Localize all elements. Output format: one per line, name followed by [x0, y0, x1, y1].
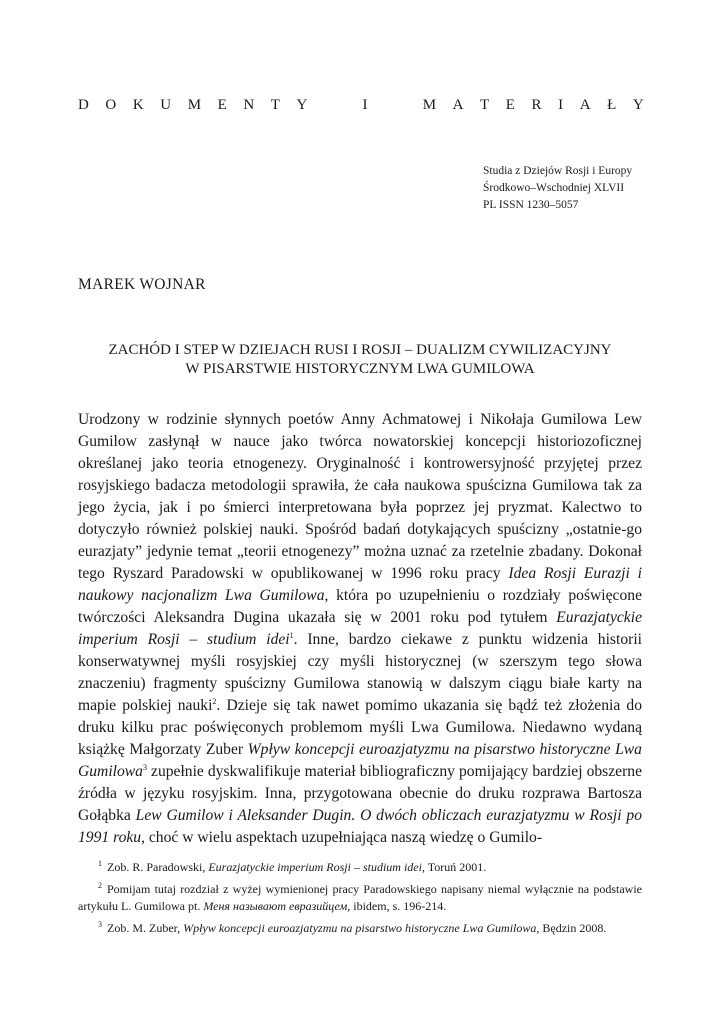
body-text-2: , która po uzupełnieniu o rozdziały poświęcone twórczości Aleksandra Dugina ukazała się w 2001 roku pod tytułem [78, 587, 642, 626]
footnote-1 [78, 855, 642, 876]
journal-volume: Środkowo–Wschodniej XLVII [483, 182, 625, 194]
footnote-text: Pomijam tutaj rozdział z wyżej wymienionej pracy Paradowskiego napisany niemal wyłącznie na podstawie artykułu L. Gumilowa pt. [78, 882, 642, 913]
section-header-letter: U [160, 97, 172, 113]
section-header-letter: Y [632, 97, 644, 113]
footnote-italic: Меня называют евразийцем [203, 899, 348, 913]
section-header [78, 97, 644, 114]
author-name: MAREK WOJNAR [78, 276, 206, 293]
article-title [78, 341, 642, 379]
section-header-letter: M [422, 97, 437, 113]
article-title-line-1: ZACHÓD I STEP W DZIEJACH RUSI I ROSJI – DUALIZM CYWILIZACYJNY [108, 342, 612, 358]
section-header-letter: O [105, 97, 117, 113]
footnote-text-end: , Będzin 2008. [536, 921, 607, 935]
section-header-letter: E [217, 97, 227, 113]
journal-issn: PL ISSN 1230–5057 [483, 199, 579, 211]
journal-title: Studia z Dziejów Rosji i Europy [483, 165, 633, 177]
section-header-letter: N [243, 97, 255, 113]
footnote-2 [78, 877, 642, 915]
body-italic-2: Eurazjatyckie imperium Rosji – studium idei [78, 609, 642, 648]
article-title-line-2: W PISARSTWIE HISTORYCZNYM LWA GUMILOWA [185, 361, 535, 377]
footnote-text-end: , Toruń 2001. [421, 860, 487, 874]
footnotes [78, 855, 642, 938]
body-italic-4: Lew Gumilow i Aleksander Dugin. O dwóch obliczach eurazjatyzmu w Rosji po 1991 roku [78, 807, 643, 846]
section-header-letter: A [452, 97, 464, 113]
footnote-italic: Wpływ koncepcji euroazjatyzmu na pisarstwo historyczne Lwa Gumilowa [183, 921, 537, 935]
footnote-ref-3: 3 [142, 762, 147, 772]
section-header-word-gap [384, 97, 406, 114]
footnote-ref-1: 1 [289, 630, 294, 640]
body-text-3: . Inne, bardzo ciekawe z punktu widzenia historii konserwatywnej myśli rosyjskiej czy myśli historycznej (w szerszym tego słowa znaczeniu) fragmenty spuścizny Gumilowa stanowią w dalszym ciągu białe karty na mapie polskiej nauki [78, 631, 642, 714]
section-header-letter: M [187, 97, 202, 113]
body-italic-3: Wpływ koncepcji euroazjatyzmu na pisarstwo historyczne Lwa Gumilowa [78, 741, 642, 780]
journal-info [483, 163, 632, 214]
body-text-6: , choć w wielu aspektach uzupełniająca naszą wiedzę o Gumilo- [141, 829, 543, 846]
body-italic-1: Idea Rosji Eurazji i naukowy nacjonalizm Lwa Gumilowa [78, 565, 642, 604]
footnote-text-end: , ibidem, s. 196-214. [347, 899, 447, 913]
section-header-letter: T [480, 97, 490, 113]
footnote-text: Zob. R. Paradowski, [107, 860, 209, 874]
footnote-text: Zob. M. Zuber, [107, 921, 184, 935]
section-header-letter: Ł [607, 97, 617, 113]
footnote-number: 3 [98, 920, 102, 929]
section-header-letter: I [362, 97, 368, 113]
section-header-letter: A [579, 97, 591, 113]
body-paragraph [78, 409, 642, 849]
section-header-letter: I [558, 97, 564, 113]
body-text-1: Urodzony w rodzinie słynnych poetów Anny Achmatowej i Nikołaja Gumilowa Lew Gumilow zasłynął w nauce jako twórca nowatorskiej koncepcji historiozoficznej określanej jako teoria etnogenezy. Oryginalność i kontrowersyjność przyjętej przez rosyjskiego badacza metodologii sprawiła, że cała naukowa spuścizna Gumilowa tak za jego życia, jak i po śmierci interpretowana była poprzez jej pryzmat. Kalectwo to dotyczyło również polskiej nauki. Spośród badań dotykających spuścizny „ostatnie-go eurazjaty” jedynie temat „teorii etnogenezy” można uznać za rzetelnie zbadany. Dokonał tego Ryszard Paradowski w opublikowanej w 1996 roku pracy [78, 411, 642, 582]
section-header-letter: D [78, 97, 89, 113]
footnote-ref-2: 2 [212, 696, 217, 706]
body-text-4: . Dzieje się tak nawet pomimo ukazania się bądź też złożenia do druku kilku prac poświęconych problemom myśli Lwa Gumilowa. Niedawno wydaną książkę Małgorzaty Zuber [78, 697, 642, 758]
section-header-letter: K [132, 97, 144, 113]
section-header-letter: E [505, 97, 515, 113]
footnote-number: 2 [98, 881, 102, 890]
section-header-letter: R [531, 97, 542, 113]
section-header-letter: Y [296, 97, 308, 113]
section-header-word-gap [324, 97, 346, 114]
body-text-5: zupełnie dyskwalifikuje materiał bibliograficzny pomijający bardziej obszerne źródła w języku rosyjskim. Inna, przygotowana obecnie do druku rozprawa Bartosza Gołąbka [78, 763, 642, 824]
footnote-3 [78, 916, 642, 937]
footnote-italic: Eurazjatyckie imperium Rosji – studium idei [208, 860, 422, 874]
footnote-number: 1 [98, 859, 102, 868]
section-header-letter: T [270, 97, 280, 113]
